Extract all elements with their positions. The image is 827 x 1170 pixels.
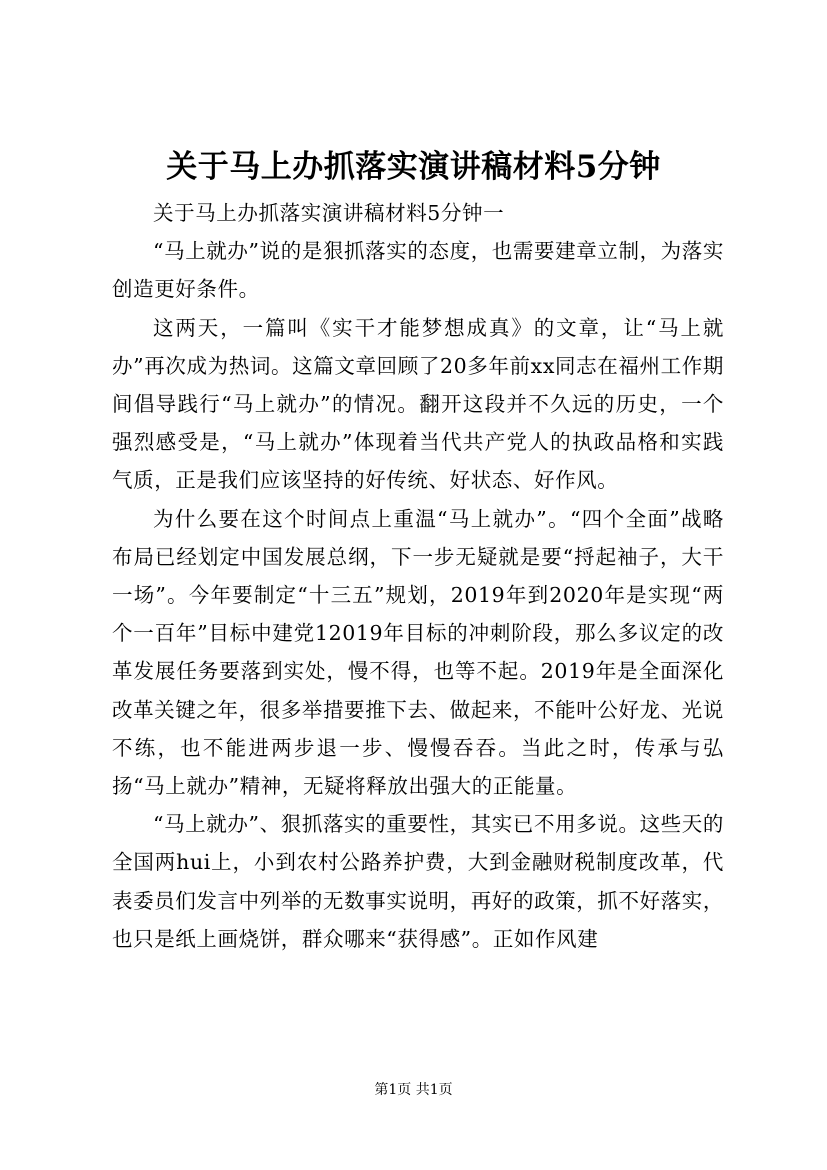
section-heading: 关于马上办抓落实演讲稿材料5分钟一 [153,201,505,225]
paragraph: “马上就办”、狠抓落实的重要性，其实已不用多说。这些天的全国两hui上，小到农村公路养护费，大到金融财税制度改革，代表委员们发言中列举的无数事实说明，再好的政策，抓不好落实，也只是纸上画烧饼，群众哪来“获得感”。正如作风建 [112,812,724,951]
page-footer: 第1页 共1页 [374,1082,453,1098]
document-body [112,194,724,958]
paragraph: “马上就办”说的是狠抓落实的态度，也需要建章立制，为落实创造更好条件。 [112,239,724,302]
document-title: 关于马上办抓落实演讲稿材料5分钟 [166,149,661,185]
paragraph: 为什么要在这个时间点上重温“马上就办”。“四个全面”战略布局已经划定中国发展总纲，下一步无疑就是要“捋起袖子，大干一场”。今年要制定“十三五”规划，2019年到2020年是实现“两个一百年”目标中建党12019年目标的冲刺阶段，那么多议定的改革发展任务要落到实处，慢不得，也等不起。2019年是全面深化改革关键之年，很多举措要推下去、做起来，不能叶公好龙、光说不练，也不能进两步退一步、慢慢吞吞。当此之时，传承与弘扬“马上就办”精神，无疑将释放出强大的正能量。 [112,506,724,799]
paragraph: 这两天，一篇叫《实干才能梦想成真》的文章，让“马上就办”再次成为热词。这篇文章回顾了20多年前xx同志在福州工作期间倡导践行“马上就办”的情况。翻开这段并不久远的历史，一个强烈感受是，“马上就办”体现着当代共产党人的执政品格和实践气质，正是我们应该坚持的好传统、好状态、好作风。 [112,315,724,493]
